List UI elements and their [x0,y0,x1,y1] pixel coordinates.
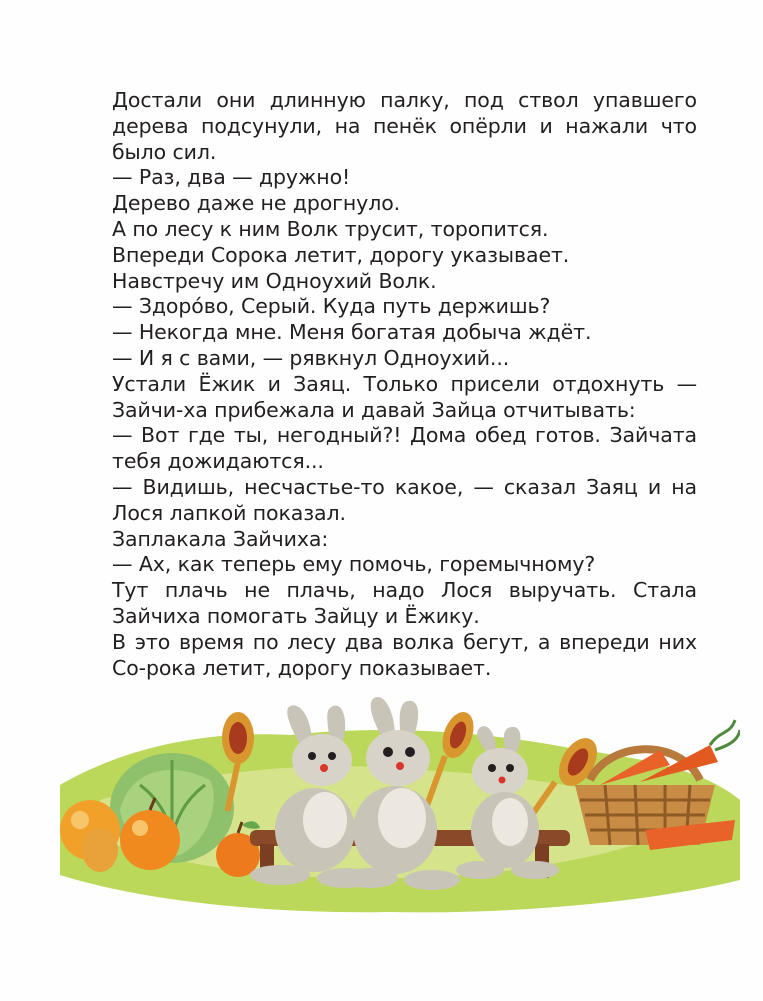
paragraph: — И я с вами, — рявкнул Одноухий... [112,345,510,370]
paragraph: Навстречу им Одноухий Волк. [112,268,437,293]
paragraph: Достали они длинную палку, под ствол упавшего дерева подсунули, на пенёк опёрли и нажали что было сил. [112,88,697,164]
paragraph: А по лесу к ним Волк трусит, торопится. [112,216,549,241]
paragraph: В это время по лесу два волка бегут, а впереди них Со-рока летит, дорогу показывает. [112,629,697,680]
paragraph: Устали Ёжик и Заяц. Только присели отдохнуть — Зайчи-ха прибежала и давай Зайца отчитывать: [112,371,697,422]
paragraph: Впереди Сорока летит, дорогу указывает. [112,242,570,267]
paragraph: — Раз, два — дружно! [112,165,351,190]
paragraph: Тут плачь не плачь, надо Лося выручать. Стала Зайчиха помогать Зайцу и Ёжику. [112,578,697,628]
paragraph: Дерево даже не дрогнуло. [112,191,401,216]
paragraph: — Вот где ты, негодный?! Дома обед готов. Зайчата тебя дожидаются... [112,423,697,474]
paragraph: — Ах, как теперь ему помочь, горемычному? [112,552,596,577]
illustration-drawing [60,690,740,930]
story-text [112,88,697,681]
paragraph: — Некогда мне. Меня богатая добыча ждёт. [112,320,592,345]
paragraph: Заплакала Зайчиха: [112,526,329,551]
paragraph: — Здоро́во, Серый. Куда путь держишь? [112,294,551,319]
three-rabbits-on-bench-illustration [60,690,740,930]
paragraph: — Видишь, несчастье-то какое, — сказал Заяц и на Лося лапкой показал. [112,474,697,525]
